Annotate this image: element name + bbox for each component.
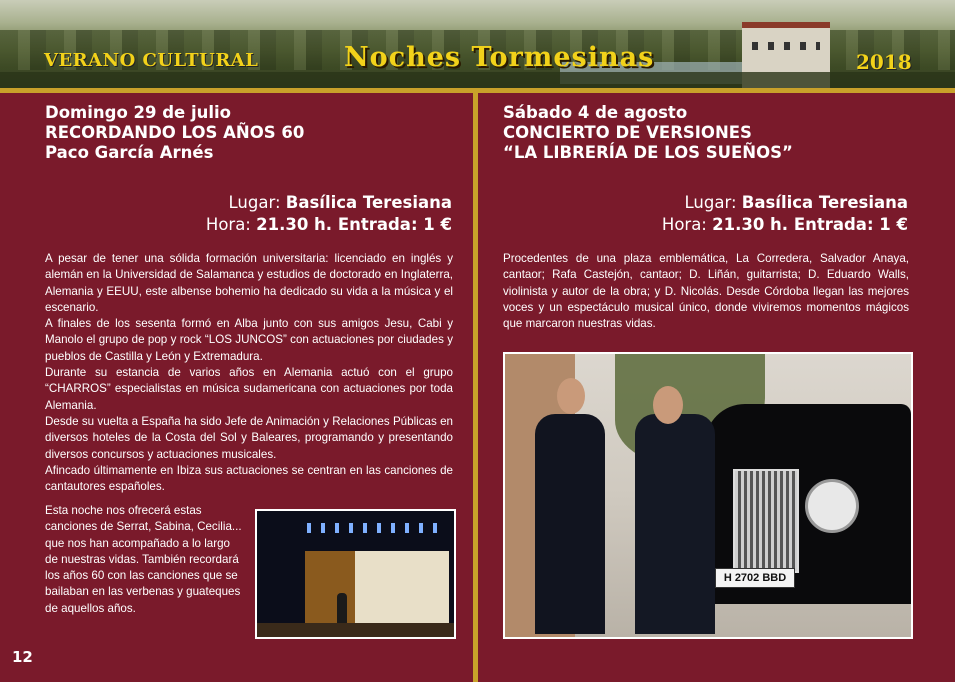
right-venue-info: Lugar: Basílica Teresiana Hora: 21.30 h. Entrada: 1 € bbox=[661, 193, 908, 234]
left-venue: Basílica Teresiana bbox=[285, 193, 452, 212]
left-event-title: RECORDANDO LOS AÑOS 60 bbox=[45, 123, 305, 142]
right-time: 21.30 h. Entrada: 1 € bbox=[712, 215, 908, 234]
left-performer: Paco García Arnés bbox=[45, 143, 214, 162]
left-closing-text: Esta noche nos ofrecerá estas canciones de Serrat, Sabina, Cecilia... que nos han acompañado a lo largo de nuestras vidas. También recordará los años 60 con las canciones que se bailaban en las verbenas y guateques de aquellos años. bbox=[45, 504, 242, 615]
banner-title: Noches Tormesinas bbox=[344, 42, 655, 73]
right-event-title: CONCIERTO DE VERSIONES bbox=[503, 123, 752, 142]
page-number: 12 bbox=[12, 648, 33, 666]
banner-year: 2018 bbox=[856, 50, 912, 74]
musician-left bbox=[535, 414, 605, 634]
license-plate: H 2702 BBD bbox=[715, 568, 795, 588]
left-date: Domingo 29 de julio bbox=[45, 103, 232, 122]
musician-right bbox=[635, 414, 715, 634]
right-heading bbox=[503, 103, 793, 163]
header-banner bbox=[0, 0, 955, 90]
right-body-text: Procedentes de una plaza emblemática, La Corredera, Salvador Anaya, cantaor; Rafa Castejón, cantaor; D. Liñán, guitarrista; D. Eduardo Walls, violinista y autor de la obra; y D. Nicolás. Desde Córdoba llegan las mejores voces y un espectáculo musical único, donde viviremos momentos mágicos que marcaron nuestras vidas. bbox=[503, 252, 909, 331]
right-show-title: “LA LIBRERÍA DE LOS SUEÑOS” bbox=[503, 143, 793, 162]
concert-stage-photo bbox=[255, 509, 456, 639]
left-time: 21.30 h. Entrada: 1 € bbox=[256, 215, 452, 234]
left-venue-info: Lugar: Basílica Teresiana Hora: 21.30 h. Entrada: 1 € bbox=[205, 193, 452, 234]
right-venue: Basílica Teresiana bbox=[741, 193, 908, 212]
column-divider bbox=[473, 93, 478, 682]
performer-figure bbox=[337, 593, 347, 623]
banner-subtitle: VERANO CULTURAL bbox=[44, 50, 259, 71]
left-heading bbox=[45, 103, 304, 163]
left-body-text: A pesar de tener una sólida formación universitaria: licenciado en inglés y alemán en la Universidad de Salamanca y estudios de doctorado en Inglaterra, Alemania y EEUU, este albense bohemio ha dedicado su vida a la música y el escenario. A finales de los sesenta formó en Alba junto con sus amigos Jesu, Cabi y Manolo el grupo de pop y rock “LOS JUNCOS” con actuaciones por ciudades y pueblos de Castilla y León y Extremadura. Durante su estancia de varios años en Alemania actuó con el grupo “CHARROS” especialistas en música sudamericana con actuaciones por toda Alemania. Desde su vuelta a España ha sido Jefe de Animación y Relaciones Públicas en diversos hoteles de la Costa del Sol y Baleares, programando y presentando diversos concursos y actuaciones musicales. Afincado últimamente en Ibiza sus actuaciones se centran en las canciones de cantautores españoles. bbox=[45, 252, 453, 494]
musicians-car-photo bbox=[503, 352, 913, 639]
right-date: Sábado 4 de agosto bbox=[503, 103, 688, 122]
